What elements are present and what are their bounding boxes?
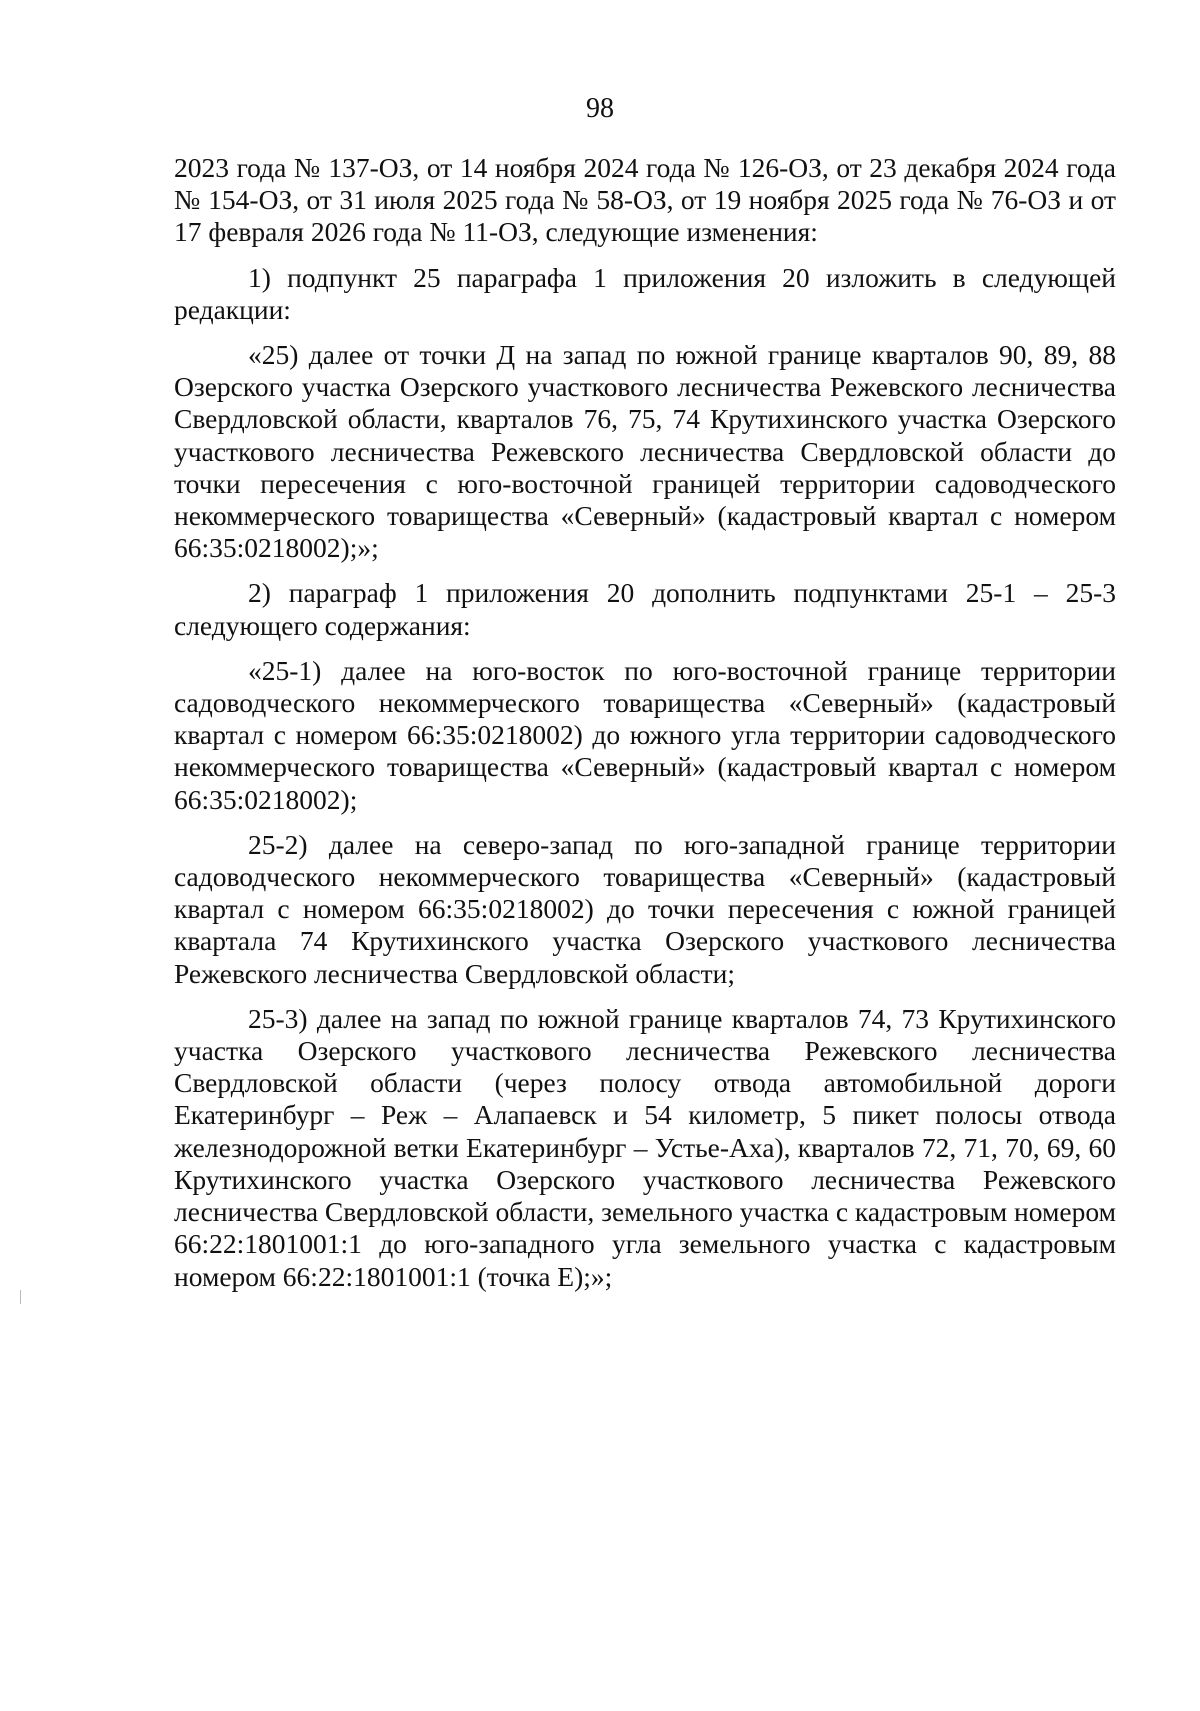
- paragraph-item-1: 1) подпункт 25 параграфа 1 приложения 20 изложить в следующей редакции:: [174, 261, 1116, 325]
- scan-margin-mark: [20, 1290, 21, 1304]
- paragraph-subitem-25-2: 25-2) далее на северо-запад по юго-западной границе территории садоводческого некоммерческого товарищества «Северный» (кадастровый квартал с номером 66:35:0218002) до точки пересечения с южной границей квартала 74 Крутихинского участка Озерского участкового лесничества Режевского лесничества Свердловской области;: [174, 828, 1116, 989]
- document-body: [174, 152, 1116, 1306]
- paragraph-item-2: 2) параграф 1 приложения 20 дополнить подпунктами 25-1 – 25-3 следующего содержания:: [174, 577, 1116, 641]
- paragraph-continuation: 2023 года № 137-ОЗ, от 14 ноября 2024 года № 126-ОЗ, от 23 декабря 2024 года № 154-ОЗ, от 31 июля 2025 года № 58-ОЗ, от 19 ноября 2025 года № 76-ОЗ и от 17 февраля 2026 года № 11-ОЗ, следующие изменения:: [174, 152, 1116, 248]
- paragraph-subitem-25-1: «25-1) далее на юго-восток по юго-восточной границе территории садоводческого некоммерческого товарищества «Северный» (кадастровый квартал с номером 66:35:0218002) до южного угла территории садоводческого некоммерческого товарищества «Северный» (кадастровый квартал с номером 66:35:0218002);: [174, 654, 1116, 815]
- paragraph-subitem-25: «25) далее от точки Д на запад по южной границе кварталов 90, 89, 88 Озерского участка Озерского участкового лесничества Режевского лесничества Свердловской области, кварталов 76, 75, 74 Крутихинского участка Озерского участкового лесничества Режевского лесничества Свердловской области до точки пересечения с юго-восточной границей территории садоводческого некоммерческого товарищества «Северный» (кадастровый квартал с номером 66:35:0218002);»;: [174, 339, 1116, 564]
- page-number: 98: [586, 93, 614, 124]
- paragraph-subitem-25-3: 25-3) далее на запад по южной границе кварталов 74, 73 Крутихинского участка Озерского участкового лесничества Режевского лесничества Свердловской области (через полосу отвода автомобильной дороги Екатеринбург – Реж – Алапаевск и 54 километр, 5 пикет полосы отвода железнодорожной ветки Екатеринбург – Устье-Аха), кварталов 72, 71, 70, 69, 60 Крутихинского участка Озерского участкового лесничества Режевского лесничества Свердловской области, земельного участка с кадастровым номером 66:22:1801001:1 до юго-западного угла земельного участка с кадастровым номером 66:22:1801001:1 (точка Е);»;: [174, 1002, 1116, 1292]
